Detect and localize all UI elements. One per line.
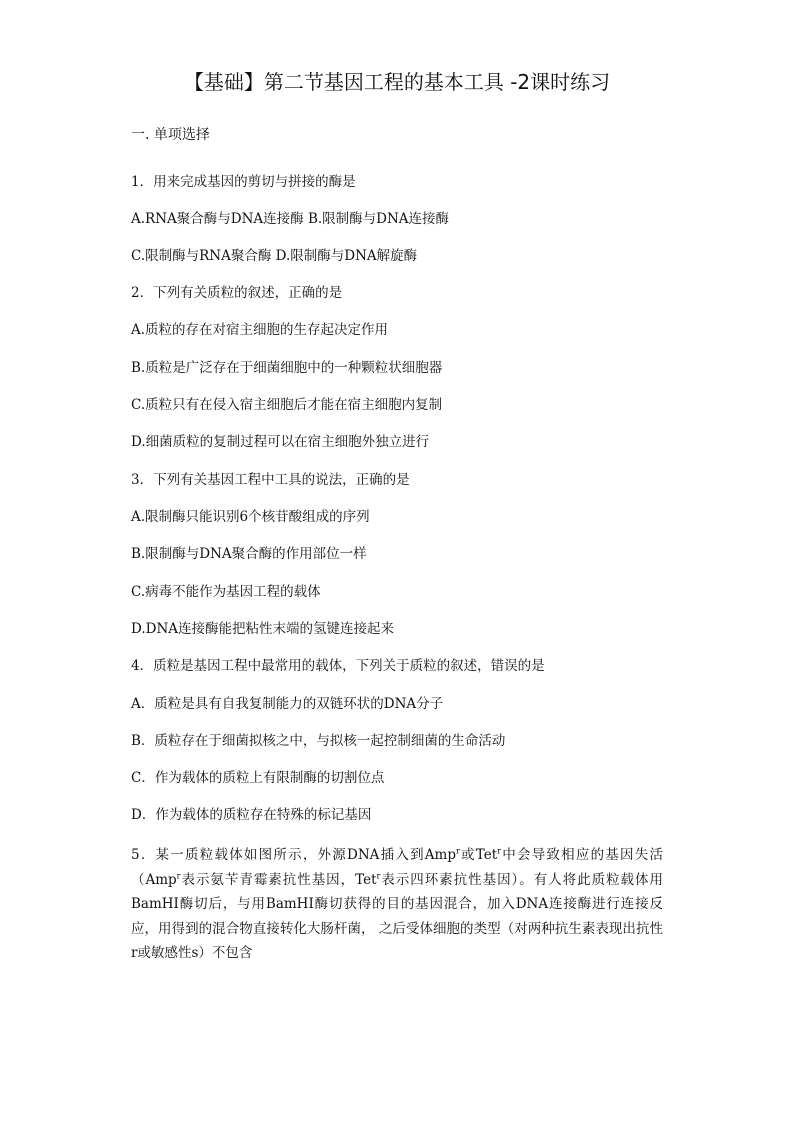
question-3-option-b: B.限制酶与DNA聚合酶的作用部位一样 xyxy=(131,546,367,562)
question-2-option-d: D.细菌质粒的复制过程可以在宿主细胞外独立进行 xyxy=(131,434,430,450)
question-4-option-b: B．质粒存在于细菌拟核之中，与拟核一起控制细菌的生命活动 xyxy=(131,733,506,749)
question-4-option-c: C．作为载体的质粒上有限制酶的切割位点 xyxy=(131,770,385,786)
question-3-option-d: D.DNA连接酶能把粘性末端的氢键连接起来 xyxy=(131,621,395,637)
question-2-option-b: B.质粒是广泛存在于细菌细胞中的一种颗粒状细胞器 xyxy=(131,360,443,376)
q5-sup-3: r xyxy=(176,871,181,880)
q5-text-3: 中会导致相应的基因失活（Amp xyxy=(131,847,663,888)
question-2-stem: 2．下列有关质粒的叙述，正确的是 xyxy=(131,285,343,301)
question-1-options-ab: A.RNA聚合酶与DNA连接酶 B.限制酶与DNA连接酶 xyxy=(131,211,450,227)
question-3-option-c: C.病毒不能作为基因工程的载体 xyxy=(131,584,321,600)
question-3-stem: 3．下列有关基因工程中工具的说法，正确的是 xyxy=(131,472,410,488)
question-5-paragraph xyxy=(131,843,663,966)
question-2-option-c: C.质粒只有在侵入宿主细胞后才能在宿主细胞内复制 xyxy=(131,397,443,413)
q5-text-5: 表示四环素抗性基因）。有人将此质粒载体用BamHI酶切后，与用BamHI酶切获得的目的基因混合，加入DNA连接酶进行连接反应，用得到的混合物直接转化大肠杆菌， 之后受体细胞的类型（对两种抗生素表现出抗性r或敏感性s）不包含 xyxy=(131,871,663,961)
question-1-stem: 1．用来完成基因的剪切与拼接的酶是 xyxy=(131,174,356,190)
q5-text-4: 表示氨苄青霉素抗性基因，Tet xyxy=(180,871,377,888)
question-3-option-a: A.限制酶只能识别6个核苷酸组成的序列 xyxy=(131,509,370,525)
question-2-option-a: A.质粒的存在对宿主细胞的生存起决定作用 xyxy=(131,322,389,338)
question-4-option-a: A．质粒是具有自我复制能力的双链环状的DNA分子 xyxy=(131,696,444,712)
q5-sup-2: r xyxy=(497,846,501,856)
question-4-stem: 4．质粒是基因工程中最常用的载体，下列关于质粒的叙述，错误的是 xyxy=(131,658,545,674)
question-1-options-cd: C.限制酶与RNA聚合酶 D.限制酶与DNA解旋酶 xyxy=(131,248,418,264)
section-heading: 一. 单项选择 xyxy=(131,127,210,143)
q5-sup-4: r xyxy=(376,871,381,880)
page-title: 【基础】第二节基因工程的基本工具 -2课时练习 xyxy=(183,70,611,94)
q5-text-2: 或Tet xyxy=(459,847,498,863)
question-4-option-d: D．作为载体的质粒存在特殊的标记基因 xyxy=(131,807,372,823)
q5-text-1: 5．某一质粒载体如图所示，外源DNA插入到Amp xyxy=(131,847,456,863)
q5-sup-1: r xyxy=(456,846,460,856)
